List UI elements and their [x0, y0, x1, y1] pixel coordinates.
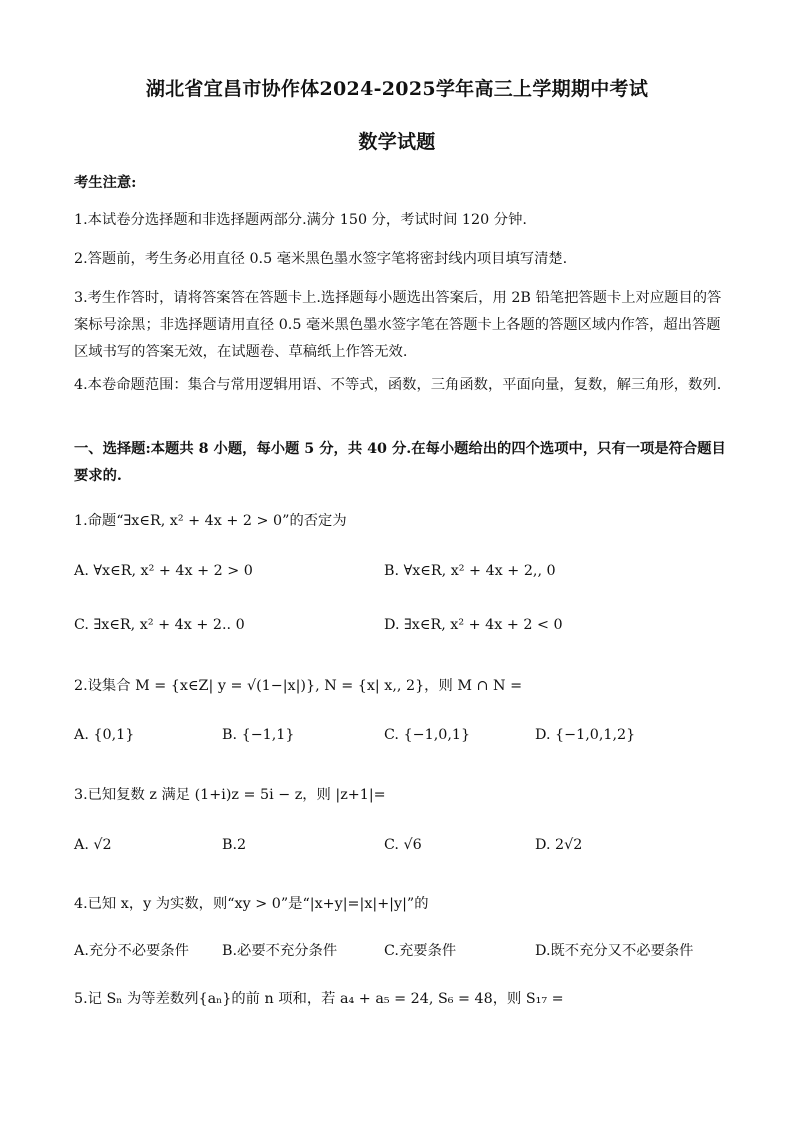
question-4-option-c: C.充要条件	[384, 943, 457, 959]
exam-subtitle: 数学试题	[358, 131, 436, 153]
question-1-option-a: A. ∀x∈R, x² + 4x + 2 > 0	[74, 563, 253, 579]
question-2-option-a: A. {0,1}	[74, 727, 135, 743]
question-4-option-b: B.必要不充分条件	[222, 943, 338, 959]
question-2-option-c: C. {−1,0,1}	[384, 727, 471, 743]
question-5-stem: 5.记 Sₙ 为等差数列{aₙ}的前 n 项和，若 a₄ + a₅ = 24, S₆ = 48，则 S₁₇ =	[74, 991, 564, 1007]
exam-title: 湖北省宜昌市协作体2024-2025学年高三上学期期中考试	[145, 78, 649, 100]
question-4-option-a: A.充分不必要条件	[74, 943, 189, 959]
question-3-option-a: A. √2	[74, 837, 112, 853]
question-1-option-d: D. ∃x∈R, x² + 4x + 2 < 0	[384, 617, 563, 633]
notice-item-2: 2.答题前，考生务必用直径 0.5 毫米黑色墨水签字笔将密封线内项目填写清楚.	[74, 251, 568, 267]
question-3-option-b: B.2	[222, 837, 247, 853]
question-3-option-d: D. 2√2	[535, 837, 583, 853]
question-2-stem: 2.设集合 M = {x∈Z| y = √(1−|x|)}, N = {x| x,, 2}，则 M ∩ N =	[74, 678, 523, 694]
question-2-option-b: B. {−1,1}	[222, 727, 295, 743]
question-3-stem: 3.已知复数 z 满足 (1+i)z = 5i − z，则 |z+1|=	[74, 787, 386, 803]
question-1-option-b: B. ∀x∈R, x² + 4x + 2,, 0	[384, 563, 556, 579]
notice-item-1: 1.本试卷分选择题和非选择题两部分.满分 150 分，考试时间 120 分钟.	[74, 212, 527, 228]
section-1-heading: 一、选择题:本题共 8 小题，每小题 5 分，共 40 分.在每小题给出的四个选项中，只有一项是符合题目要求的.	[74, 441, 726, 484]
notice-item-4: 4.本卷命题范围：集合与常用逻辑用语、不等式，函数，三角函数，平面向量，复数，解三角形，数列.	[74, 377, 722, 393]
question-1-option-c: C. ∃x∈R, x² + 4x + 2.. 0	[74, 617, 245, 633]
question-3-option-c: C. √6	[384, 837, 422, 853]
question-4-stem: 4.已知 x，y 为实数，则“xy > 0”是“|x+y|=|x|+|y|”的	[74, 896, 429, 912]
notice-heading: 考生注意:	[74, 175, 137, 191]
question-4-option-d: D.既不充分又不必要条件	[535, 943, 694, 959]
notice-item-3: 3.考生作答时，请将答案答在答题卡上.选择题每小题选出答案后，用 2B 铅笔把答题卡上对应题目的答案标号涂黑；非选择题请用直径 0.5 毫米黑色墨水签字笔在答题卡上各题的答题区域内作答，超出答题区域书写的答案无效，在试题卷、草稿纸上作答无效.	[74, 290, 722, 360]
question-1-stem: 1.命题“∃x∈R, x² + 4x + 2 > 0”的否定为	[74, 513, 347, 529]
question-2-option-d: D. {−1,0,1,2}	[535, 727, 636, 743]
